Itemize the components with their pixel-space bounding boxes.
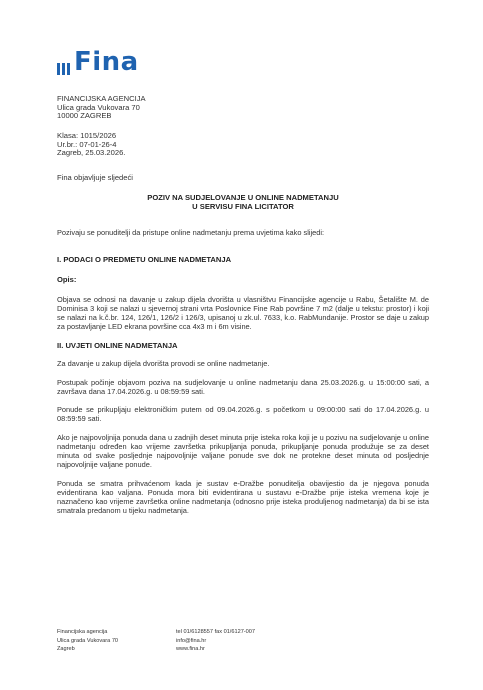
- footer-website: www.fina.hr: [176, 646, 205, 653]
- urbroj: Ur.br.: 07-01-26-4: [57, 139, 117, 149]
- fina-logo: [57, 49, 139, 75]
- section-2-paragraph-2: Postupak počinje objavom poziva na sudjelovanje u online nadmetanju dana 25.03.2026.g. u 15:00:00 sati, a završava dana 17.04.2026.g. u 08:59:59 sati.: [57, 378, 429, 396]
- sender-city: 10000 ZAGREB: [57, 111, 112, 121]
- sender-street: Ulica grada Vukovara 70: [57, 102, 140, 112]
- section-1-text: Objava se odnosi na davanje u zakup dijela dvorišta u vlasništvu Financijske agencije u Rabu, Šetalište M. de Dominisa 3 koji se nalazi u sjevernoj strani vrta Poslovnice Fine Rab površine 7 m2 (dalje u tekstu: prostor) i koji se nalazi na k.č.br. 124, 126/1, 126/2 i 126/3, upisanoj u zk.ul. 7633, k.o. RabMundanije. Prostor se daje u zakup za postavljanje LED ekrana površine cca 4x3 m i 6m visine.: [57, 295, 429, 331]
- section-2-paragraph-1: Za davanje u zakup dijela dvorišta provodi se online nadmetanje.: [57, 359, 270, 368]
- title-line-1: POZIV NA SUDJELOVANJE U ONLINE NADMETANJU: [147, 193, 339, 202]
- title-line-2: U SERVISU FINA LICITATOR: [192, 202, 294, 211]
- footer-city: Zagreb: [57, 646, 75, 653]
- footer-address: [57, 628, 118, 654]
- footer-street: Ulica grada Vukovara 70: [57, 637, 119, 644]
- klasa: Klasa: 1015/2026: [57, 131, 117, 140]
- logo-wordmark: Fina: [74, 47, 139, 77]
- footer-phone: tel 01/6128557 fax 01/6127-007: [176, 629, 256, 635]
- document-date: Zagreb, 25.03.2026.: [57, 148, 126, 158]
- section-1-subheading: Opis:: [57, 275, 77, 284]
- footer-email: info@fina.hr: [176, 637, 207, 644]
- section-2-paragraph-4: Ako je najpovoljnija ponuda dana u zadnjih deset minuta prije isteka roka koji je u pozivu na sudjelovanje u online nadmetanju određen kao vrijeme završetka prikupljanja ponuda, prikupljanje ponuda produžuje se za deset minuta od svake posljednje najpovoljnije valjane ponude sve dok ne protekne deset minuta od posljednje najpovoljnije valjane ponude.: [57, 433, 429, 469]
- section-2-paragraph-5: Ponuda se smatra prihvaćenom kada je sustav e-Dražbe ponuditelja obavijestio da je njegova ponuda evidentirana kao valjana. Ponuda mora biti evidentirana u sustavu e-Dražbe prije isteka vremena koje je naznačeno kao vrijeme završetka online nadmetanja (odnosno prije isteka produljenog nadmetanja) da bi se ista smatrala predanom u tijeku nadmetanja.: [57, 479, 429, 515]
- sender-address: [57, 95, 146, 121]
- sender-name: FINANCIJSKA AGENCIJA: [57, 94, 146, 103]
- footer-company: Financijska agencija: [57, 629, 108, 635]
- section-2-paragraph-3: Ponude se prikupljaju elektroničkim putem od 09.04.2026.g. s početkom u 09:00:00 sati do 17.04.2026.g. u 08:59:59 sati.: [57, 405, 429, 423]
- document-title: [57, 193, 429, 211]
- section-1-heading: I. PODACI O PREDMETU ONLINE NADMETANJA: [57, 255, 232, 264]
- footer-contact: [176, 628, 255, 654]
- section-2-heading: II. UVJETI ONLINE NADMETANJA: [57, 341, 178, 350]
- intro-line: Fina objavljuje sljedeći: [57, 173, 133, 182]
- logo-bars-icon: [57, 56, 70, 75]
- document-meta: [57, 132, 125, 158]
- invite-paragraph: Pozivaju se ponuditelji da pristupe online nadmetanju prema uvjetima kako slijedi:: [57, 228, 325, 237]
